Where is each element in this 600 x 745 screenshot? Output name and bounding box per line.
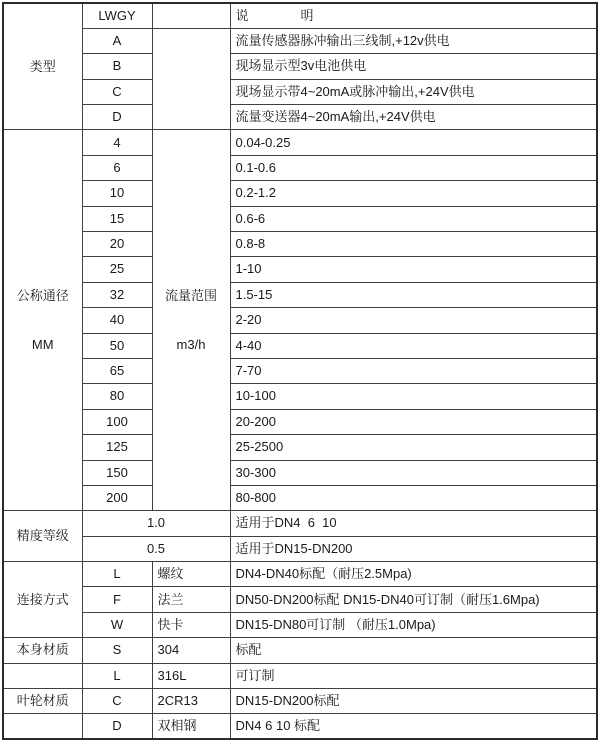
empty-merged-cell	[152, 28, 230, 130]
table-row	[3, 79, 597, 104]
type-desc-cell: 现场显示带4~20mA或脉冲输出,+24V供电	[230, 79, 597, 104]
dn-cell: 80	[82, 384, 152, 409]
flow-range-label-cell	[152, 130, 230, 511]
table-row	[3, 511, 597, 536]
type-desc-cell: 流量变送器4~20mA输出,+24V供电	[230, 105, 597, 130]
dn-cell: 150	[82, 460, 152, 485]
empty-label-cell	[3, 714, 82, 739]
desc-header-cell	[230, 3, 597, 28]
range-cell: 2-20	[230, 308, 597, 333]
model-code-cell	[82, 3, 152, 28]
material-desc-cell: 标配	[230, 638, 597, 663]
model-code: LWGY	[98, 7, 136, 23]
dn-cell: 6	[82, 155, 152, 180]
table-row	[3, 536, 597, 561]
range-cell: 20-200	[230, 409, 597, 434]
material-name-cell: 316L	[152, 663, 230, 688]
table-row	[3, 257, 597, 282]
table-row	[3, 409, 597, 434]
connection-name-cell: 快卡	[152, 612, 230, 637]
material-desc-cell: 可订制	[230, 663, 597, 688]
table-row	[3, 562, 597, 587]
dn-cell: 125	[82, 435, 152, 460]
connection-desc-cell: DN4-DN40标配（耐压2.5Mpa)	[230, 562, 597, 587]
table-row	[3, 358, 597, 383]
table-row	[3, 155, 597, 180]
spec-table	[2, 2, 598, 740]
table-row	[3, 206, 597, 231]
table-row	[3, 282, 597, 307]
table-row	[3, 130, 597, 155]
type-code-cell: C	[82, 79, 152, 104]
material-code-cell: D	[82, 714, 152, 739]
section-label-type	[3, 3, 82, 130]
range-cell: 1.5-15	[230, 282, 597, 307]
material-name-cell: 304	[152, 638, 230, 663]
table-row	[3, 714, 597, 739]
dn-cell: 10	[82, 181, 152, 206]
material-name-cell: 双相钢	[152, 714, 230, 739]
material-name-cell: 2CR13	[152, 689, 230, 714]
table-row	[3, 232, 597, 257]
empty-header-cell	[152, 3, 230, 28]
type-code-cell: A	[82, 28, 152, 53]
empty-label-cell	[3, 663, 82, 688]
dn-cell: 32	[82, 282, 152, 307]
table-row	[3, 333, 597, 358]
accuracy-desc-cell: 适用于DN4 6 10	[230, 511, 597, 536]
range-cell: 0.04-0.25	[230, 130, 597, 155]
table-row	[3, 460, 597, 485]
connection-code-cell: F	[82, 587, 152, 612]
dn-cell: 4	[82, 130, 152, 155]
dn-cell: 100	[82, 409, 152, 434]
dn-cell: 15	[82, 206, 152, 231]
section-label-accuracy: 精度等级	[3, 511, 82, 562]
type-desc-cell: 现场显示型3v电池供电	[230, 54, 597, 79]
table-row	[3, 308, 597, 333]
range-cell: 80-800	[230, 485, 597, 510]
table-row	[3, 28, 597, 53]
dn-cell: 25	[82, 257, 152, 282]
diameter-label-cn: 公称通径	[16, 287, 69, 303]
section-label-impeller-material: 叶轮材质	[3, 689, 82, 714]
range-cell: 0.1-0.6	[230, 155, 597, 180]
range-cell: 30-300	[230, 460, 597, 485]
range-cell: 4-40	[230, 333, 597, 358]
desc-header: 说 明	[235, 7, 314, 23]
section-label-diameter	[3, 130, 82, 511]
connection-desc-cell: DN15-DN80可订制 （耐压1.0Mpa)	[230, 612, 597, 637]
type-code-cell: D	[82, 105, 152, 130]
table-row	[3, 181, 597, 206]
diameter-label-unit: MM	[31, 336, 54, 352]
connection-code-cell: L	[82, 562, 152, 587]
dn-cell: 65	[82, 358, 152, 383]
type-label: 类型	[29, 58, 56, 74]
material-code-cell: S	[82, 638, 152, 663]
accuracy-grade-cell: 0.5	[82, 536, 230, 561]
range-cell: 0.8-8	[230, 232, 597, 257]
table-row	[3, 612, 597, 637]
dn-cell: 20	[82, 232, 152, 257]
table-row	[3, 54, 597, 79]
table-row	[3, 663, 597, 688]
table-row	[3, 689, 597, 714]
range-cell: 10-100	[230, 384, 597, 409]
type-code-cell: B	[82, 54, 152, 79]
table-row	[3, 3, 597, 28]
table-row	[3, 638, 597, 663]
table-row	[3, 587, 597, 612]
range-cell: 0.2-1.2	[230, 181, 597, 206]
accuracy-grade-cell: 1.0	[82, 511, 230, 536]
range-cell: 25-2500	[230, 435, 597, 460]
material-desc-cell: DN15-DN200标配	[230, 689, 597, 714]
range-cell: 0.6-6	[230, 206, 597, 231]
flow-range-label-cn: 流量范围	[164, 287, 217, 303]
flow-range-label-unit: m3/h	[176, 336, 206, 352]
dn-cell: 200	[82, 485, 152, 510]
dn-cell: 40	[82, 308, 152, 333]
section-label-body-material: 本身材质	[3, 638, 82, 663]
table-row	[3, 384, 597, 409]
section-label-connection: 连接方式	[3, 562, 82, 638]
material-code-cell: C	[82, 689, 152, 714]
connection-name-cell: 法兰	[152, 587, 230, 612]
table-row	[3, 105, 597, 130]
connection-code-cell: W	[82, 612, 152, 637]
dn-cell: 50	[82, 333, 152, 358]
material-code-cell: L	[82, 663, 152, 688]
connection-desc-cell: DN50-DN200标配 DN15-DN40可订制（耐压1.6Mpa)	[230, 587, 597, 612]
type-desc-cell: 流量传感器脉冲输出三线制,+12v供电	[230, 28, 597, 53]
table-row	[3, 435, 597, 460]
table-row	[3, 485, 597, 510]
connection-name-cell: 螺纹	[152, 562, 230, 587]
range-cell: 1-10	[230, 257, 597, 282]
material-desc-cell: DN4 6 10 标配	[230, 714, 597, 739]
accuracy-desc-cell: 适用于DN15-DN200	[230, 536, 597, 561]
range-cell: 7-70	[230, 358, 597, 383]
